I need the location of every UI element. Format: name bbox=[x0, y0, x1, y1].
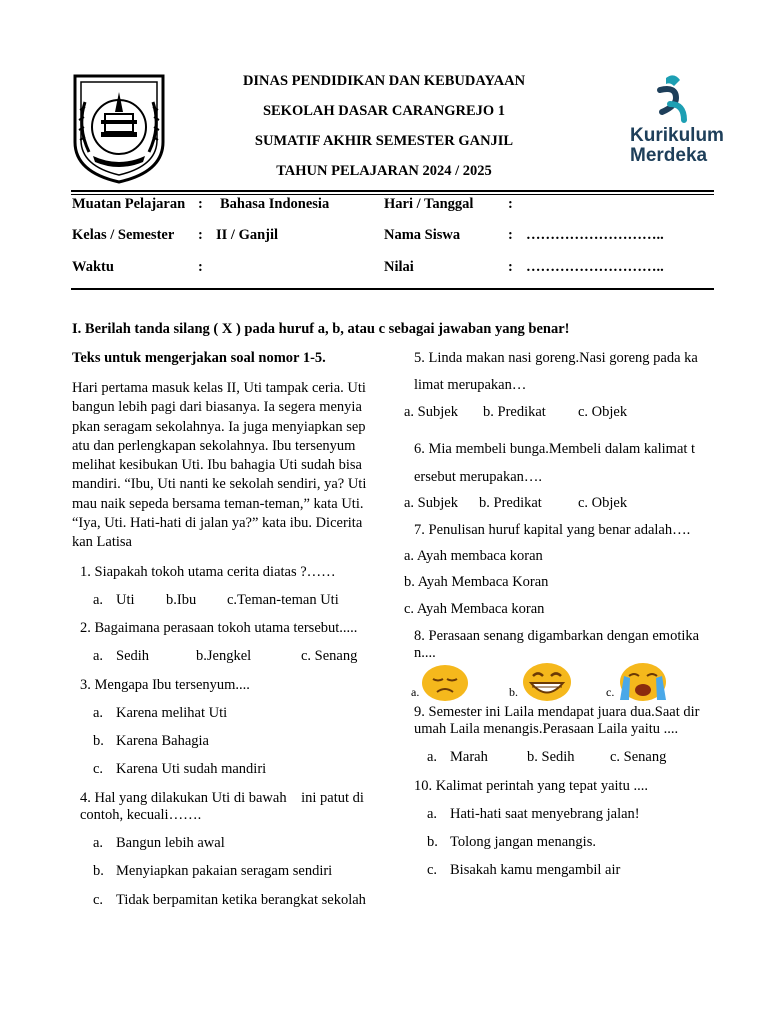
q8-option-a-letter[interactable]: a. bbox=[411, 685, 420, 699]
q7-option-c[interactable]: c. Ayah Membaca koran bbox=[404, 601, 545, 617]
logo-kurikulum-text: Kurikulum bbox=[630, 125, 724, 146]
q3-option-c-letter[interactable]: c. bbox=[93, 761, 104, 777]
question-5-line2: limat merupakan… bbox=[414, 377, 527, 393]
subject-colon: : bbox=[198, 196, 203, 212]
question-8-line1: 8. Perasaan senang digambarkan dengan emotika bbox=[414, 628, 700, 644]
kurikulum-merdeka-logo bbox=[628, 74, 728, 170]
header-year: TAHUN PELAJARAN 2024 / 2025 bbox=[276, 163, 492, 179]
q8-option-c-letter[interactable]: c. bbox=[606, 685, 615, 699]
q1-option-a-letter[interactable]: a. bbox=[93, 592, 104, 608]
q2-option-a-letter[interactable]: a. bbox=[93, 648, 104, 664]
header-rule-bottom bbox=[71, 194, 714, 195]
time-colon: : bbox=[198, 259, 203, 275]
question-2: 2. Bagaimana perasaan tokoh utama tersebut..... bbox=[80, 620, 358, 636]
question-6-line1: 6. Mia membeli bunga.Membeli dalam kalimat t bbox=[414, 441, 696, 457]
q10-option-a-letter[interactable]: a. bbox=[427, 806, 438, 822]
q3-option-c[interactable]: Karena Uti sudah mandiri bbox=[116, 761, 267, 777]
reading-line: melihat kesibukan Uti. Ibu bahagia Uti sudah bisa bbox=[72, 457, 362, 474]
sad-face-icon[interactable] bbox=[421, 664, 469, 702]
question-9-line2: umah Laila menangis.Perasaan Laila yaitu .... bbox=[414, 721, 679, 737]
name-label: Nama Siswa bbox=[384, 227, 461, 243]
q9-option-a[interactable]: Marah bbox=[450, 749, 488, 765]
reading-line: bangun lebih pagi dari biasanya. Ia segera menyia bbox=[72, 399, 362, 416]
question-9-line1: 9. Semester ini Laila mendapat juara dua.Saat dir bbox=[414, 704, 700, 720]
header-rule-top bbox=[71, 190, 714, 192]
q10-option-a[interactable]: Hati-hati saat menyebrang jalan! bbox=[450, 806, 640, 822]
q3-option-b[interactable]: Karena Bahagia bbox=[116, 733, 209, 749]
q7-option-a[interactable]: a. Ayah membaca koran bbox=[404, 548, 543, 564]
reading-line: kan Latisa bbox=[72, 534, 132, 551]
q2-option-a[interactable]: Sedih bbox=[116, 648, 150, 664]
class-value: II / Ganjil bbox=[216, 227, 279, 243]
reading-line: “Iya, Uti. Hati-hati di jalan ya?” kata ibu. Dicerita bbox=[72, 515, 363, 532]
question-6-line2: ersebut merupakan…. bbox=[414, 469, 543, 485]
q9-option-b[interactable]: b. Sedih bbox=[527, 749, 575, 765]
subject-label: Muatan Pelajaran bbox=[72, 196, 186, 212]
q3-option-b-letter[interactable]: b. bbox=[93, 733, 104, 749]
q3-option-a[interactable]: Karena melihat Uti bbox=[116, 705, 228, 721]
score-field[interactable]: ……………………….. bbox=[526, 259, 664, 275]
q6-option-b[interactable]: b. Predikat bbox=[479, 495, 542, 511]
score-colon: : bbox=[508, 259, 513, 275]
score-label: Nilai bbox=[384, 259, 414, 275]
reading-passage bbox=[72, 379, 382, 553]
q10-option-c-letter[interactable]: c. bbox=[427, 862, 438, 878]
logo-merdeka-text: Merdeka bbox=[630, 145, 708, 166]
class-label: Kelas / Semester bbox=[72, 227, 175, 243]
q9-option-c[interactable]: c. Senang bbox=[610, 749, 667, 765]
q6-option-c[interactable]: c. Objek bbox=[578, 495, 628, 511]
question-5-line1: 5. Linda makan nasi goreng.Nasi goreng pada ka bbox=[414, 350, 698, 366]
q5-option-c[interactable]: c. Objek bbox=[578, 404, 628, 420]
header-exam: SUMATIF AKHIR SEMESTER GANJIL bbox=[254, 133, 514, 149]
q2-option-c[interactable]: c. Senang bbox=[301, 648, 358, 664]
instruction-text: I. Berilah tanda silang ( X ) pada huruf a, b, atau c sebagai jawaban yang benar! bbox=[72, 321, 570, 337]
q1-option-c[interactable]: c.Teman-teman Uti bbox=[227, 592, 339, 608]
q7-option-b[interactable]: b. Ayah Membaca Koran bbox=[404, 574, 549, 590]
reading-title: Teks untuk mengerjakan soal nomor 1-5. bbox=[72, 350, 326, 366]
q4-option-b[interactable]: Menyiapkan pakaian seragam sendiri bbox=[116, 863, 333, 879]
question-4-line1: 4. Hal yang dilakukan Uti di bawah ini patut di bbox=[80, 790, 364, 806]
grinning-face-icon[interactable] bbox=[522, 662, 572, 702]
q5-option-b[interactable]: b. Predikat bbox=[483, 404, 546, 420]
q4-option-c-letter[interactable]: c. bbox=[93, 892, 104, 908]
time-label: Waktu bbox=[72, 259, 114, 275]
day-colon: : bbox=[508, 196, 513, 212]
subject-value: Bahasa Indonesia bbox=[220, 196, 330, 212]
name-field[interactable]: ……………………….. bbox=[526, 227, 664, 243]
class-colon: : bbox=[198, 227, 203, 243]
q1-option-b[interactable]: b.Ibu bbox=[166, 592, 197, 608]
question-10: 10. Kalimat perintah yang tepat yaitu .... bbox=[414, 778, 648, 794]
question-4-line2: contoh, kecuali……. bbox=[80, 807, 202, 823]
q1-option-a[interactable]: Uti bbox=[116, 592, 135, 608]
q4-option-b-letter[interactable]: b. bbox=[93, 863, 104, 879]
reading-line: atu dan perlengkapan sekolahnya. Ibu tersenyum bbox=[72, 437, 356, 454]
q9-option-a-letter[interactable]: a. bbox=[427, 749, 438, 765]
day-label: Hari / Tanggal bbox=[384, 196, 474, 212]
q8-option-b-letter[interactable]: b. bbox=[509, 685, 518, 699]
reading-line: mau naik sepeda bersama teman-teman,” kata Uti. bbox=[72, 495, 364, 512]
q4-option-c[interactable]: Tidak berpamitan ketika berangkat sekolah bbox=[116, 892, 366, 908]
header-agency: DINAS PENDIDIKAN DAN KEBUDAYAAN bbox=[242, 73, 526, 89]
question-7: 7. Penulisan huruf kapital yang benar adalah…. bbox=[414, 522, 691, 538]
header-school: SEKOLAH DASAR CARANGREJO 1 bbox=[262, 103, 506, 119]
q10-option-b-letter[interactable]: b. bbox=[427, 834, 438, 850]
crying-face-icon[interactable] bbox=[619, 662, 667, 702]
reading-line: Hari pertama masuk kelas II, Uti tampak ceria. Uti bbox=[72, 380, 366, 396]
question-8-line2: n.... bbox=[414, 645, 436, 661]
info-rule bbox=[71, 288, 714, 290]
q4-option-a[interactable]: Bangun lebih awal bbox=[116, 835, 225, 851]
name-colon: : bbox=[508, 227, 513, 243]
reading-line: pkan seragam sekolahnya. Ia juga menyiapkan sep bbox=[72, 418, 366, 435]
q5-option-a[interactable]: a. Subjek bbox=[404, 404, 458, 420]
reading-line: mandiri. “Ibu, Uti nanti ke sekolah sendiri, ya? Uti bbox=[72, 476, 367, 493]
q2-option-b[interactable]: b.Jengkel bbox=[196, 648, 252, 664]
q10-option-c[interactable]: Bisakah kamu mengambil air bbox=[450, 862, 621, 878]
q3-option-a-letter[interactable]: a. bbox=[93, 705, 104, 721]
question-3: 3. Mengapa Ibu tersenyum.... bbox=[80, 677, 250, 693]
q10-option-b[interactable]: Tolong jangan menangis. bbox=[450, 834, 596, 850]
question-1: 1. Siapakah tokoh utama cerita diatas ?…… bbox=[80, 564, 336, 580]
q4-option-a-letter[interactable]: a. bbox=[93, 835, 104, 851]
q6-option-a[interactable]: a. Subjek bbox=[404, 495, 458, 511]
